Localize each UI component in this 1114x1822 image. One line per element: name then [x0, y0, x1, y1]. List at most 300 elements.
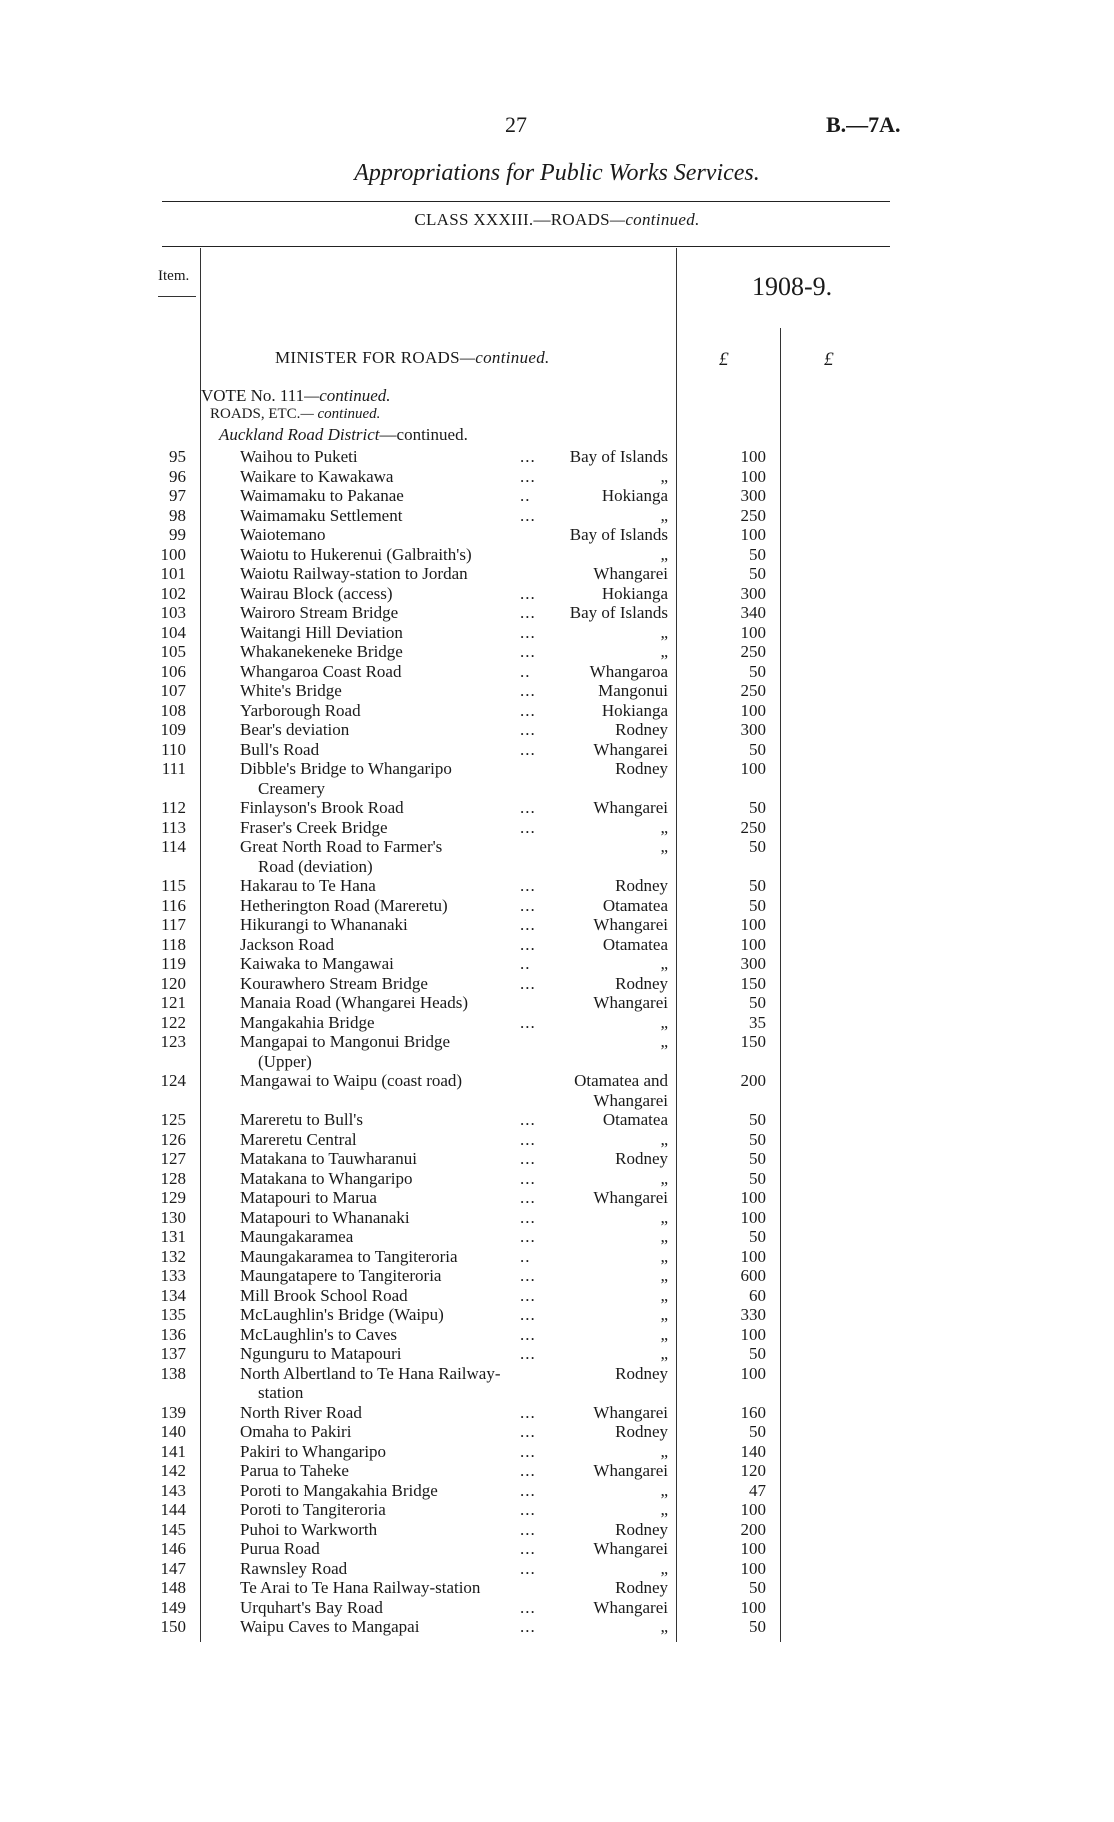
item-district: Mangonui	[598, 681, 668, 700]
item-amount: 100	[740, 1207, 766, 1227]
table-row	[0, 584, 1114, 604]
item-number: 147	[160, 1558, 186, 1578]
item-district: Hokianga	[601, 486, 668, 505]
item-name: Poroti to Mangakahia Bridge	[240, 1480, 438, 1500]
table-row	[0, 681, 1114, 701]
item-district: Whangarei	[593, 798, 668, 817]
item-name: Maungakaramea to Tangiteroria	[240, 1246, 458, 1266]
item-amount: 50	[749, 1129, 766, 1149]
roads-heading-text: ROADS, ETC.	[210, 406, 301, 422]
roads-heading-suffix: — continued.	[300, 406, 381, 422]
item-label-rule	[158, 296, 196, 297]
item-name: Mangapai to Mangonui Bridge	[240, 1032, 451, 1051]
leader-dots: ...	[520, 1500, 536, 1519]
table-row	[0, 993, 1114, 1013]
item-district: „	[660, 817, 668, 837]
item-amount: 300	[740, 954, 766, 973]
item-number: 139	[160, 1402, 186, 1422]
table-row	[0, 623, 1114, 643]
item-district: „	[660, 1012, 668, 1032]
item-number: 98	[169, 505, 186, 525]
item-number: 110	[161, 739, 186, 759]
item-number: 131	[160, 1227, 186, 1246]
item-amount: 340	[740, 603, 766, 622]
table-row	[0, 1169, 1114, 1189]
item-name: Maungakaramea	[240, 1227, 354, 1246]
item-name: Hakarau to Te Hana	[240, 876, 376, 895]
leader-dots: ...	[520, 1227, 536, 1246]
table-row	[0, 1481, 1114, 1501]
item-number: 137	[160, 1344, 186, 1363]
item-district: Whangarei	[593, 739, 668, 759]
item-name-continuation: station	[258, 1383, 304, 1402]
item-name: Mangawai to Waipu (coast road)	[240, 1071, 463, 1090]
item-district: „	[660, 622, 668, 642]
leader-dots: ...	[520, 1168, 536, 1188]
item-number: 138	[160, 1363, 186, 1383]
item-name: North Albertland to Te Hana Railway-	[240, 1363, 501, 1383]
item-district: „	[660, 1032, 668, 1051]
item-amount: 50	[749, 1168, 766, 1188]
item-district: Otamatea and	[574, 1071, 668, 1090]
table-row	[0, 1442, 1114, 1462]
item-amount: 120	[740, 1461, 766, 1480]
item-district: Bay of Islands	[569, 603, 668, 622]
item-name: Te Arai to Te Hana Railway-station	[240, 1578, 481, 1597]
item-name: Urquhart's Bay Road	[240, 1597, 383, 1617]
item-number: 130	[160, 1207, 186, 1227]
item-number: 142	[160, 1461, 186, 1480]
item-amount: 50	[749, 1422, 766, 1441]
item-district: Hokianga	[601, 583, 668, 603]
pound-symbol-1: £	[719, 349, 729, 370]
item-name: Wairau Block (access)	[240, 583, 393, 603]
leader-dots: ...	[520, 1324, 536, 1344]
item-number: 129	[160, 1188, 186, 1207]
item-number: 104	[160, 622, 186, 642]
item-district: „	[660, 1227, 668, 1246]
item-amount: 600	[740, 1266, 766, 1285]
item-amount: 100	[740, 759, 766, 778]
year-column-label: 1908-9.	[752, 272, 833, 301]
item-number: 119	[161, 954, 186, 973]
item-district: „	[660, 1246, 668, 1266]
table-row-continuation	[0, 779, 1114, 799]
item-name: Rawnsley Road	[240, 1558, 348, 1578]
item-number: 106	[160, 661, 186, 681]
item-name: Waikare to Kawakawa	[240, 466, 394, 486]
item-number: 128	[160, 1168, 186, 1188]
table-row	[0, 1208, 1114, 1228]
item-number: 141	[160, 1441, 186, 1461]
leader-dots: ...	[520, 1344, 536, 1363]
item-district: Whangarei	[593, 1402, 668, 1422]
item-district: Whangarei	[593, 915, 668, 934]
item-district: „	[660, 1168, 668, 1188]
leader-dots: ...	[520, 720, 536, 739]
item-name-continuation: Creamery	[258, 778, 326, 798]
item-amount: 50	[749, 798, 766, 817]
item-amount: 50	[749, 739, 766, 759]
leader-dots: ...	[520, 681, 536, 700]
item-amount: 50	[749, 993, 766, 1012]
item-number: 118	[161, 934, 186, 954]
leader-dots: ...	[520, 1480, 536, 1500]
item-name: Waimamaku Settlement	[240, 505, 403, 525]
table-row	[0, 1071, 1114, 1091]
item-district: Otamatea	[602, 1110, 668, 1129]
item-district: Rodney	[615, 1519, 668, 1539]
table-row	[0, 1500, 1114, 1520]
item-district: Whangarei	[593, 564, 668, 583]
item-district: Rodney	[615, 1578, 668, 1597]
item-district: „	[660, 837, 668, 856]
table-row	[0, 1110, 1114, 1130]
item-name: Ngunguru to Matapouri	[240, 1344, 402, 1363]
item-amount: 50	[749, 661, 766, 681]
vote-heading-text: VOTE No. 111	[201, 386, 305, 405]
minister-heading-suffix: —continued.	[459, 348, 550, 367]
item-name: Hikurangi to Whananaki	[240, 915, 408, 934]
item-name: Parua to Taheke	[240, 1461, 349, 1480]
item-number: 111	[161, 759, 186, 778]
class-heading-text: CLASS XXXIII.—ROADS	[414, 210, 610, 229]
item-number: 107	[160, 681, 186, 700]
item-district: Whangarei	[593, 1188, 668, 1207]
minister-heading-text: MINISTER FOR ROADS	[275, 348, 460, 367]
item-name: Matakana to Whangaripo	[240, 1168, 413, 1188]
table-row	[0, 1578, 1114, 1598]
leader-dots: ...	[520, 1558, 536, 1578]
item-name: Whangaroa Coast Road	[240, 661, 402, 681]
item-name: Great North Road to Farmer's	[240, 837, 443, 856]
item-name: Mareretu Central	[240, 1129, 357, 1149]
item-number: 132	[160, 1246, 186, 1266]
pound-symbol-2: £	[824, 349, 834, 370]
item-amount: 250	[740, 817, 766, 837]
item-amount: 50	[749, 1344, 766, 1363]
item-district: „	[660, 1129, 668, 1149]
item-name: Matapouri to Marua	[240, 1188, 377, 1207]
item-name: Mangakahia Bridge	[240, 1012, 375, 1032]
item-district: Otamatea	[602, 934, 668, 954]
item-name: McLaughlin's to Caves	[240, 1324, 397, 1344]
table-row	[0, 876, 1114, 896]
item-district: „	[660, 1441, 668, 1461]
leader-dots: ...	[520, 876, 536, 895]
table-row	[0, 818, 1114, 838]
table-row-continuation	[0, 1091, 1114, 1111]
item-number: 149	[160, 1597, 186, 1617]
item-number: 140	[160, 1422, 186, 1441]
item-district: Hokianga	[601, 700, 668, 720]
header-rule	[162, 246, 890, 247]
item-name: Mareretu to Bull's	[240, 1110, 363, 1129]
item-district-continuation: Whangarei	[593, 1090, 668, 1110]
item-amount: 100	[740, 700, 766, 720]
item-name: Mill Brook School Road	[240, 1285, 408, 1305]
item-name: Purua Road	[240, 1539, 320, 1558]
item-name: Waiotu Railway-station to Jordan	[240, 564, 468, 583]
leader-dots: ...	[520, 1305, 536, 1324]
item-name: Puhoi to Warkworth	[240, 1519, 378, 1539]
item-amount: 200	[740, 1519, 766, 1539]
district-heading-suffix: —continued.	[379, 425, 468, 444]
table-row	[0, 1539, 1114, 1559]
leader-dots: ...	[520, 934, 536, 954]
top-rule	[162, 201, 890, 202]
leader-dots: ...	[520, 1441, 536, 1461]
item-amount: 100	[740, 934, 766, 954]
item-number: 150	[160, 1617, 186, 1636]
item-amount: 150	[740, 1032, 766, 1051]
item-number: 95	[169, 447, 186, 466]
item-number: 114	[161, 837, 186, 856]
item-name: White's Bridge	[240, 681, 342, 700]
leader-dots: ...	[520, 1285, 536, 1305]
item-name: Yarborough Road	[240, 700, 361, 720]
item-name: Whakanekeneke Bridge	[240, 642, 403, 661]
item-name: Bull's Road	[240, 739, 320, 759]
table-row	[0, 1305, 1114, 1325]
table-row	[0, 467, 1114, 487]
item-number: 144	[160, 1500, 186, 1519]
item-name: Bear's deviation	[240, 720, 350, 739]
item-district: „	[660, 642, 668, 661]
item-district: Rodney	[615, 759, 668, 778]
item-name-continuation: Road (deviation)	[258, 856, 373, 876]
item-district: „	[660, 1558, 668, 1578]
class-heading-suffix: —continued.	[609, 210, 700, 229]
leader-dots: ...	[520, 1519, 536, 1539]
table-row	[0, 545, 1114, 565]
leader-dots: ...	[520, 1110, 536, 1129]
item-name: Jackson Road	[240, 934, 334, 954]
item-name: Matapouri to Whananaki	[240, 1207, 410, 1227]
item-amount: 50	[749, 564, 766, 583]
table-row	[0, 798, 1114, 818]
table-row	[0, 1403, 1114, 1423]
item-amount: 60	[749, 1285, 766, 1305]
leader-dots: ...	[520, 895, 536, 915]
table-row	[0, 486, 1114, 506]
item-name: North River Road	[240, 1402, 362, 1422]
table-row	[0, 896, 1114, 916]
leader-dots: ...	[520, 447, 536, 466]
item-number: 143	[160, 1480, 186, 1500]
item-district: „	[660, 1344, 668, 1363]
item-amount: 100	[740, 447, 766, 466]
item-district: „	[660, 505, 668, 525]
leader-dots: ...	[520, 466, 536, 486]
item-name: Dibble's Bridge to Whangaripo	[240, 759, 452, 778]
item-district: „	[660, 466, 668, 486]
item-name-continuation: (Upper)	[258, 1051, 312, 1071]
item-district: Otamatea	[602, 895, 668, 915]
item-district: „	[660, 544, 668, 564]
item-district: Whangarei	[593, 1461, 668, 1480]
leader-dots: ...	[520, 1012, 536, 1032]
item-name: Finlayson's Brook Road	[240, 798, 404, 817]
table-row	[0, 759, 1114, 779]
leader-dots: ...	[520, 739, 536, 759]
leader-dots: ..	[520, 661, 531, 681]
item-number: 96	[169, 466, 186, 486]
item-amount: 50	[749, 1227, 766, 1246]
item-name: Fraser's Creek Bridge	[240, 817, 388, 837]
item-district: „	[660, 1305, 668, 1324]
item-number: 124	[160, 1071, 186, 1090]
item-amount: 160	[740, 1402, 766, 1422]
item-amount: 300	[740, 486, 766, 505]
table-row	[0, 1188, 1114, 1208]
page-number: 27	[505, 112, 527, 137]
item-number: 123	[160, 1032, 186, 1051]
item-amount: 330	[740, 1305, 766, 1324]
item-amount: 100	[740, 466, 766, 486]
item-name: Kaiwaka to Mangawai	[240, 954, 394, 973]
table-row	[0, 1149, 1114, 1169]
item-number: 97	[169, 486, 186, 505]
table-row	[0, 1130, 1114, 1150]
table-row	[0, 954, 1114, 974]
class-heading	[0, 210, 1114, 230]
leader-dots: ..	[520, 1246, 531, 1266]
item-amount: 150	[740, 973, 766, 993]
item-district: Rodney	[615, 720, 668, 739]
leader-dots: ...	[520, 1402, 536, 1422]
item-amount: 140	[740, 1441, 766, 1461]
leader-dots: ...	[520, 1461, 536, 1480]
table-row	[0, 1266, 1114, 1286]
item-number: 126	[160, 1129, 186, 1149]
roads-heading	[210, 406, 380, 423]
leader-dots: ...	[520, 642, 536, 661]
item-amount: 100	[740, 1324, 766, 1344]
item-number: 145	[160, 1519, 186, 1539]
item-amount: 250	[740, 681, 766, 700]
leader-dots: ...	[520, 817, 536, 837]
item-number: 121	[160, 993, 186, 1012]
item-amount: 200	[740, 1071, 766, 1090]
item-name: Waimamaku to Pakanae	[240, 486, 404, 505]
item-amount: 50	[749, 1617, 766, 1636]
item-number: 99	[169, 525, 186, 544]
table-row	[0, 642, 1114, 662]
leader-dots: ...	[520, 1617, 536, 1636]
table-row	[0, 1422, 1114, 1442]
table-row	[0, 1559, 1114, 1579]
item-amount: 50	[749, 895, 766, 915]
item-name: McLaughlin's Bridge (Waipu)	[240, 1305, 444, 1324]
item-number: 108	[160, 700, 186, 720]
item-district: Rodney	[615, 1422, 668, 1441]
table-row	[0, 1461, 1114, 1481]
item-district: „	[660, 1266, 668, 1285]
item-district: Rodney	[615, 876, 668, 895]
table-row	[0, 1227, 1114, 1247]
item-name: Waitangi Hill Deviation	[240, 622, 403, 642]
leader-dots: ..	[520, 954, 531, 973]
table-row	[0, 1520, 1114, 1540]
item-amount: 250	[740, 505, 766, 525]
leader-dots: ..	[520, 486, 531, 505]
item-number: 103	[160, 603, 186, 622]
table-row	[0, 1598, 1114, 1618]
table-row	[0, 1617, 1114, 1637]
table-row	[0, 974, 1114, 994]
table-row	[0, 1247, 1114, 1267]
item-district: Bay of Islands	[569, 447, 668, 466]
item-district: Rodney	[615, 1149, 668, 1168]
item-name: Waihou to Puketi	[240, 447, 358, 466]
table-row-continuation	[0, 1383, 1114, 1403]
leader-dots: ...	[520, 1188, 536, 1207]
item-number: 112	[161, 798, 186, 817]
item-district: Rodney	[615, 1363, 668, 1383]
item-amount: 100	[740, 1539, 766, 1558]
item-number: 115	[161, 876, 186, 895]
item-amount: 50	[749, 876, 766, 895]
item-name: Manaia Road (Whangarei Heads)	[240, 993, 468, 1012]
item-name: Pakiri to Whangaripo	[240, 1441, 387, 1461]
table-row	[0, 564, 1114, 584]
table-row	[0, 740, 1114, 760]
leader-dots: ...	[520, 1149, 536, 1168]
item-amount: 100	[740, 1363, 766, 1383]
table-row	[0, 720, 1114, 740]
item-district: „	[660, 1617, 668, 1636]
item-amount: 100	[740, 622, 766, 642]
leader-dots: ...	[520, 505, 536, 525]
item-number: 102	[160, 583, 186, 603]
leader-dots: ...	[520, 1129, 536, 1149]
item-number: 113	[161, 817, 186, 837]
leader-dots: ...	[520, 1207, 536, 1227]
item-name: Matakana to Tauwharanui	[240, 1149, 417, 1168]
item-name: Maungatapere to Tangiteroria	[240, 1266, 442, 1285]
table-row	[0, 701, 1114, 721]
table-row	[0, 915, 1114, 935]
table-row	[0, 662, 1114, 682]
item-district: „	[660, 1285, 668, 1305]
item-district: Whangarei	[593, 1539, 668, 1558]
item-name: Hetherington Road (Mareretu)	[240, 895, 448, 915]
item-number: 135	[160, 1305, 186, 1324]
leader-dots: ...	[520, 700, 536, 720]
table-row	[0, 1325, 1114, 1345]
vote-heading-suffix: —continued.	[304, 386, 391, 405]
item-district: „	[660, 954, 668, 973]
table-row	[0, 1364, 1114, 1384]
item-amount: 100	[740, 1188, 766, 1207]
table-row	[0, 525, 1114, 545]
item-name: Waiotu to Hukerenui (Galbraith's)	[240, 544, 472, 564]
leader-dots: ...	[520, 622, 536, 642]
table-row	[0, 603, 1114, 623]
item-amount: 100	[740, 1246, 766, 1266]
item-amount: 100	[740, 1500, 766, 1519]
item-district: Bay of Islands	[569, 525, 668, 544]
item-district: Whangarei	[593, 1597, 668, 1617]
item-name: Omaha to Pakiri	[240, 1422, 352, 1441]
minister-heading	[275, 348, 550, 368]
item-amount: 100	[740, 1597, 766, 1617]
item-amount: 300	[740, 720, 766, 739]
item-number: 116	[161, 895, 186, 915]
item-number: 122	[160, 1012, 186, 1032]
district-heading	[219, 425, 468, 445]
